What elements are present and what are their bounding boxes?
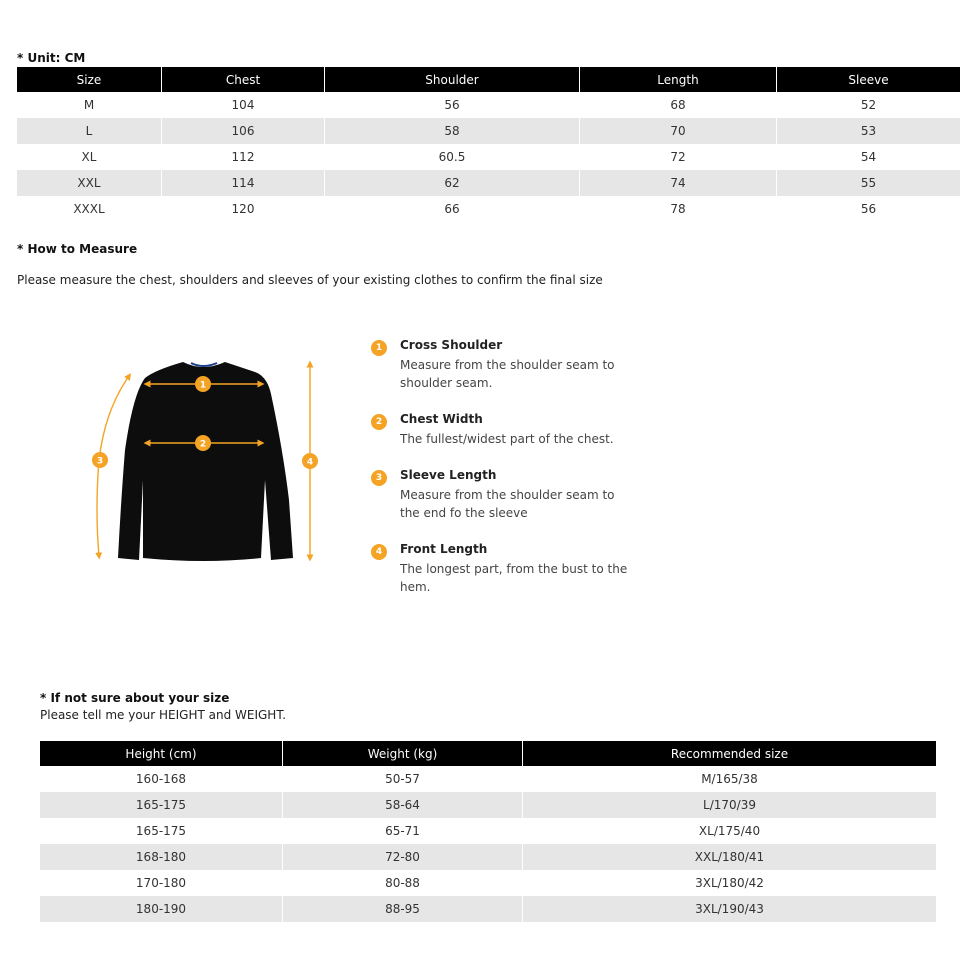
table-row <box>40 896 936 922</box>
column-header: Shoulder <box>325 67 580 92</box>
marker-2-label: 2 <box>199 439 207 450</box>
table-cell: 170-180 <box>40 870 283 896</box>
table-cell: 168-180 <box>40 844 283 870</box>
table-cell: 58 <box>325 118 580 144</box>
legend-title: Chest Width <box>400 412 483 426</box>
table-row <box>40 844 936 870</box>
table-row <box>40 766 936 792</box>
table-cell: 72-80 <box>283 844 523 870</box>
table-cell: 68 <box>580 92 777 118</box>
table-cell: 74 <box>580 170 777 196</box>
legend-description: Measure from the shoulder seam to the end fo the sleeve <box>400 488 615 520</box>
legend-description: The longest part, from the bust to the hem. <box>400 562 628 594</box>
table-cell: XL <box>17 144 162 170</box>
table-cell: 3XL/180/42 <box>695 876 764 890</box>
table-cell: 56 <box>325 92 580 118</box>
table-cell: 72 <box>580 144 777 170</box>
marker-3 <box>92 452 108 468</box>
table-cell: 62 <box>325 170 580 196</box>
column-header: Size <box>17 67 162 92</box>
column-header: Height (cm) <box>40 741 283 766</box>
marker-1-label: 1 <box>199 380 207 391</box>
table-cell: 88-95 <box>283 896 523 922</box>
table-cell: 160-168 <box>40 766 283 792</box>
recommend-table <box>40 741 936 922</box>
collar-tag <box>191 363 217 366</box>
legend-number-badge: 1 <box>371 340 387 356</box>
table-cell: XXXL <box>17 196 162 222</box>
marker-4-label: 4 <box>306 457 314 468</box>
legend-title: Cross Shoulder <box>400 338 503 352</box>
table-row <box>17 92 960 118</box>
table-cell: 104 <box>162 92 325 118</box>
marker-4 <box>302 453 318 469</box>
legend-number-badge: 2 <box>371 414 387 430</box>
sweater-diagram <box>85 350 330 570</box>
column-header: Sleeve <box>777 67 960 92</box>
table-cell: 66 <box>325 196 580 222</box>
table-row <box>40 870 936 896</box>
table-cell: M/165/38 <box>701 772 758 786</box>
marker-2 <box>195 435 211 451</box>
sweater-shape <box>118 362 293 561</box>
marker-3-label: 3 <box>96 456 104 467</box>
table-cell: L/170/39 <box>523 792 936 818</box>
how-to-measure-title: * How to Measure <box>17 242 138 256</box>
table-cell: 112 <box>162 144 325 170</box>
table-row <box>40 792 936 818</box>
table-cell: 52 <box>860 98 877 112</box>
size-chart-header-row <box>17 67 960 92</box>
unit-note: * Unit: CM <box>17 51 86 65</box>
table-cell: 78 <box>580 196 777 222</box>
table-row <box>17 196 960 222</box>
table-cell: 106 <box>162 118 325 144</box>
table-cell: 80-88 <box>283 870 523 896</box>
legend-title: Sleeve Length <box>400 468 497 482</box>
table-cell: 60.5 <box>325 144 580 170</box>
legend-title: Front Length <box>400 542 488 556</box>
table-cell: 54 <box>860 150 877 164</box>
table-cell: XXL/180/41 <box>523 844 936 870</box>
table-cell: 65-71 <box>283 818 523 844</box>
column-header: Length <box>580 67 777 92</box>
table-cell: 114 <box>162 170 325 196</box>
table-cell: 165-175 <box>40 818 283 844</box>
recommend-subtitle: Please tell me your HEIGHT and WEIGHT. <box>40 708 287 722</box>
table-cell: XXL <box>17 170 162 196</box>
marker-1 <box>195 376 211 392</box>
legend-number-badge: 4 <box>371 544 387 560</box>
recommend-title: * If not sure about your size <box>40 691 230 705</box>
column-header: Weight (kg) <box>283 741 523 766</box>
legend-description: The fullest/widest part of the chest. <box>400 432 614 446</box>
table-cell: 165-175 <box>40 792 283 818</box>
table-cell: 3XL/190/43 <box>523 896 936 922</box>
table-cell: L <box>17 118 162 144</box>
table-cell: 50-57 <box>283 766 523 792</box>
table-cell: 180-190 <box>40 896 283 922</box>
table-cell: 55 <box>777 170 960 196</box>
table-cell: 56 <box>860 202 877 216</box>
how-to-measure-instruction: Please measure the chest, shoulders and sleeves of your existing clothes to confirm the final size <box>17 273 603 287</box>
table-cell: M <box>17 92 162 118</box>
column-header: Chest <box>162 67 325 92</box>
legend-number-badge: 3 <box>371 470 387 486</box>
table-cell: 70 <box>580 118 777 144</box>
table-cell: 58-64 <box>283 792 523 818</box>
column-header: Recommended size <box>523 741 936 766</box>
recommend-header-row <box>40 741 936 766</box>
table-cell: XL/175/40 <box>698 824 761 838</box>
table-row <box>17 144 960 170</box>
size-chart-table <box>17 67 960 222</box>
table-row <box>40 818 936 844</box>
legend-description: Measure from the shoulder seam to shoulder seam. <box>400 358 615 390</box>
table-row <box>17 170 960 196</box>
table-row <box>17 118 960 144</box>
table-cell: 53 <box>777 118 960 144</box>
table-cell: 120 <box>162 196 325 222</box>
